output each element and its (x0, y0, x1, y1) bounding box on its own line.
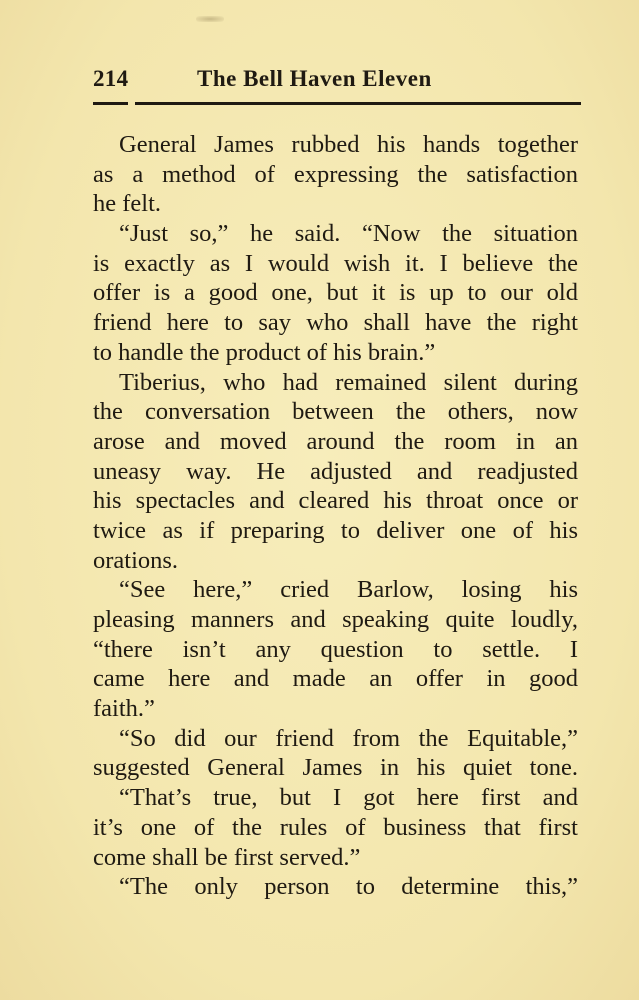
text-line: “The only person to determine this,” (119, 873, 578, 901)
text-line: “Just so,” he said. “Now the situation (119, 220, 578, 248)
text-line: faith.” (93, 695, 155, 723)
text-line: General James rubbed his hands together (119, 131, 578, 158)
text-line: offer is a good one, but it is up to our old (93, 279, 578, 307)
text-line: “there isn’t any question to settle. I (93, 635, 578, 663)
text-line: pleasing manners and speaking quite loudly, (93, 606, 578, 633)
text-line: “See here,” cried Barlow, losing his (119, 576, 578, 604)
text-line: it’s one of the rules of business that first (93, 813, 578, 841)
text-line: suggested General James in his quiet tone. (93, 754, 578, 782)
text-line: as a method of expressing the satisfaction (93, 160, 578, 188)
text-line: orations. (93, 546, 179, 574)
text-line: come shall be first served.” (93, 843, 361, 871)
text-line: Tiberius, who had remained silent during (119, 368, 578, 396)
text-line: his spectacles and cleared his throat once or (93, 487, 578, 515)
text-line: the conversation between the others, now (93, 398, 578, 426)
text-line: is exactly as I would wish it. I believe the (93, 249, 578, 277)
header-rule-long (135, 102, 581, 105)
body-text (93, 130, 578, 902)
text-line: twice as if preparing to deliver one of his (93, 516, 578, 544)
header-rule-short (93, 102, 128, 105)
text-line: “That’s true, but I got here first and (119, 784, 578, 812)
text-line: came here and made an offer in good (93, 665, 578, 693)
text-line: arose and moved around the room in an (93, 427, 578, 455)
text-line: “So did our friend from the Equitable,” (119, 724, 578, 752)
text-line: friend here to say who shall have the right (93, 309, 578, 337)
paper-smudge (196, 16, 224, 22)
text-line: he felt. (93, 190, 162, 218)
page-number: 214 (93, 66, 129, 91)
text-line: uneasy way. He adjusted and readjusted (93, 457, 578, 485)
page-header (93, 66, 581, 96)
running-title: The Bell Haven Eleven (197, 66, 432, 91)
text-line: to handle the product of his brain.” (93, 338, 436, 366)
